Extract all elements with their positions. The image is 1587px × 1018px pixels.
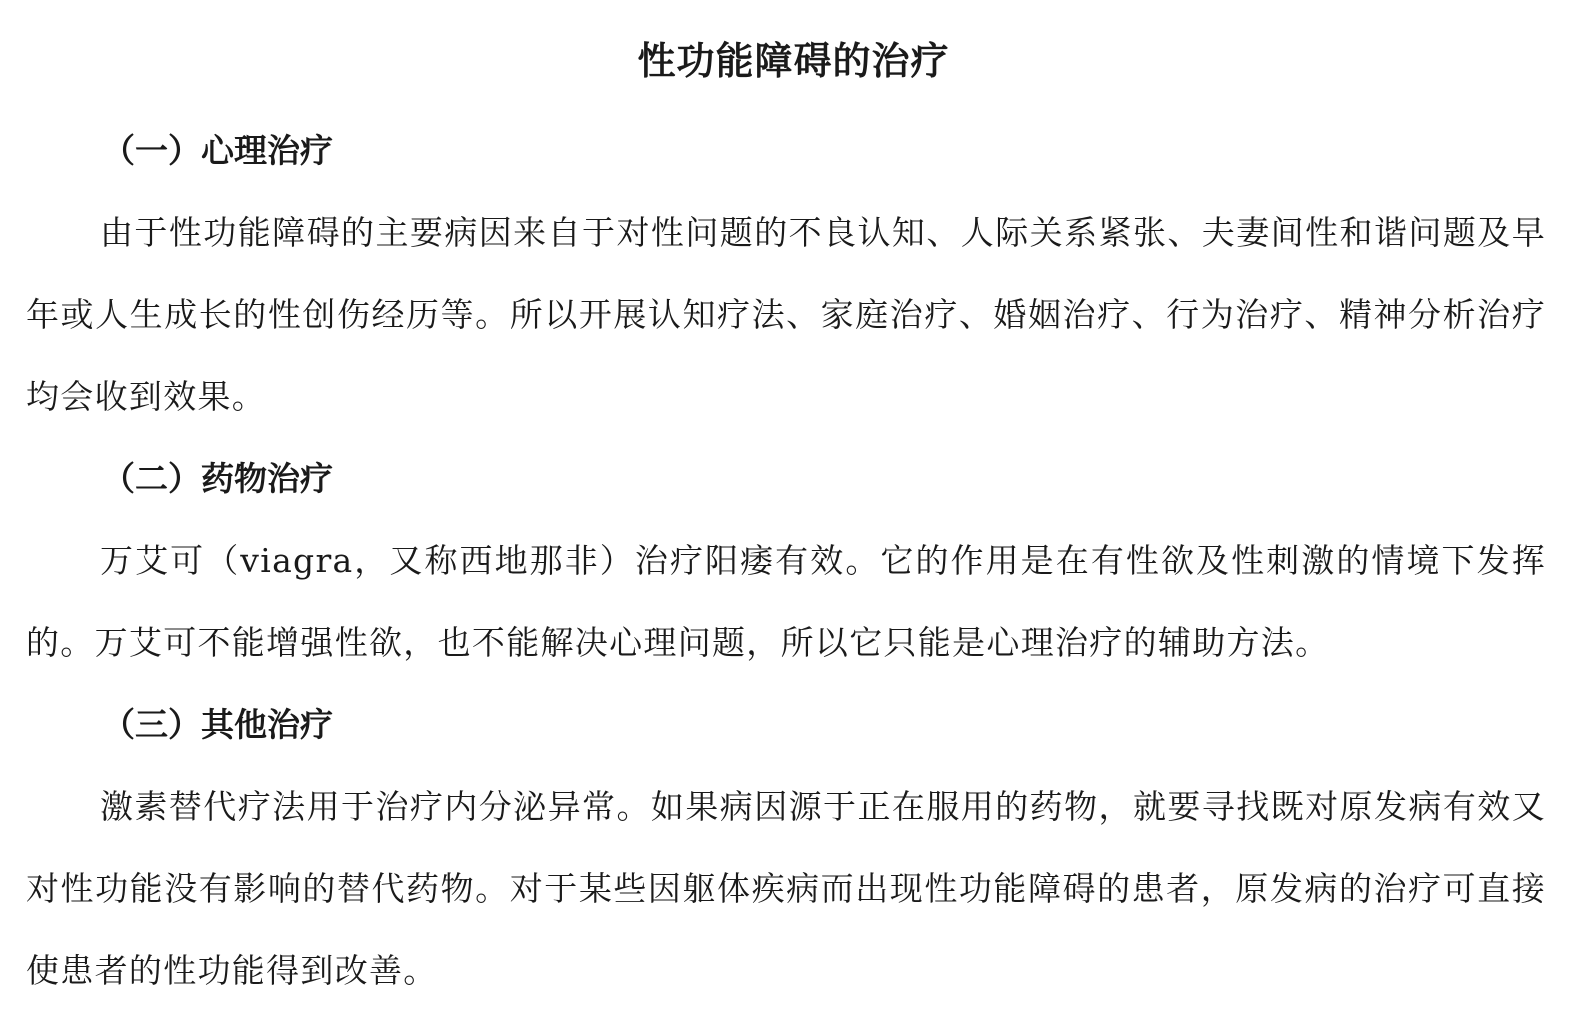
page-title: 性功能障碍的治疗 bbox=[637, 38, 950, 84]
section-paragraph: 由于性功能障碍的主要病因来自于对性问题的不良认知、人际关系紧张、夫妻间性和谐问题及早年或人生成长的性创伤经历等。所以开展认知疗法、家庭治疗、婚姻治疗、行为治疗、精神分析治疗均会收到效果。 bbox=[26, 213, 1546, 416]
section-other-treatment bbox=[26, 684, 1546, 1012]
section-paragraph: 激素替代疗法用于治疗内分泌异常。如果病因源于正在服用的药物，就要寻找既对原发病有效又对性功能没有影响的替代药物。对于某些因躯体疾病而出现性功能障碍的患者，原发病的治疗可直接使患者的性功能得到改善。 bbox=[26, 787, 1546, 990]
section-drug-treatment bbox=[26, 438, 1546, 684]
section-paragraph: 万艾可（viagra，又称西地那非）治疗阳痿有效。它的作用是在有性欲及性刺激的情境下发挥的。万艾可不能增强性欲，也不能解决心理问题，所以它只能是心理治疗的辅助方法。 bbox=[26, 541, 1546, 662]
section-heading: （三）其他治疗 bbox=[102, 705, 333, 744]
section-heading: （二）药物治疗 bbox=[102, 459, 333, 498]
document-body bbox=[26, 110, 1546, 1012]
section-psychological-treatment bbox=[26, 110, 1546, 438]
section-heading: （一）心理治疗 bbox=[102, 131, 333, 170]
